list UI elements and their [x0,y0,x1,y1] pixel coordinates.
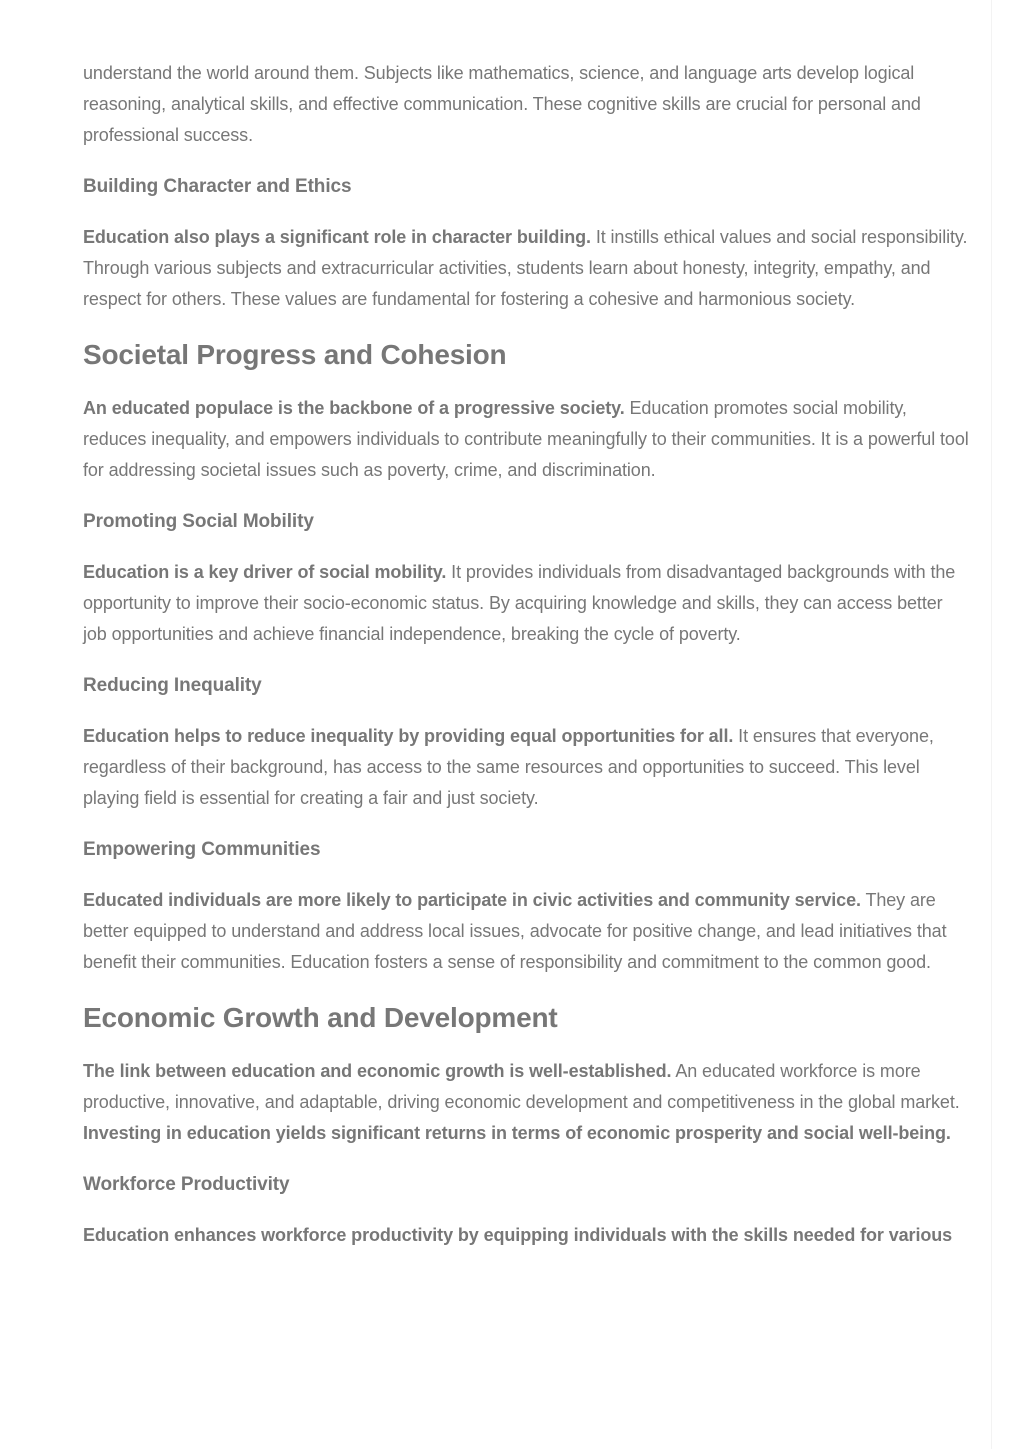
paragraph-text: It ensures that everyone, regardless of their background, has access to the same resources and opportunities to succeed. This level playing field is essential for creating a fair and just society. [83,726,934,808]
lead-sentence: The link between education and economic growth is well-established. [83,1061,672,1081]
heading-workforce-productivity: Workforce Productivity [83,1174,290,1195]
paragraph-text: understand the world around them. Subjects like mathematics, science, and language arts develop logical reasoning, analytical skills, and effective communication. These cognitive skills are crucial for personal and professional success. [83,63,921,145]
paragraph-reducing-inequality [83,721,969,814]
lead-sentence: An educated populace is the backbone of a progressive society. [83,398,625,418]
paragraph-empowering-communities [83,885,969,978]
paragraph-character-building [83,222,969,315]
paragraph-workforce-productivity [83,1220,969,1251]
paragraph-text: They are better equipped to understand and address local issues, advocate for positive change, and lead initiatives that benefit their communities. Education fosters a sense of responsibility and commitment to the common good. [83,890,947,972]
paragraph-cognitive-skills [83,58,969,151]
lead-sentence: Education enhances workforce productivity by equipping individuals with the skills needed for various [83,1225,953,1245]
heading-economic-growth: Economic Growth and Development [83,1002,558,1033]
document-body [83,58,969,1251]
paragraph-text: Education promotes social mobility, reduces inequality, and empowers individuals to contribute meaningfully to their communities. It is a powerful tool for addressing societal issues such as poverty, crime, and discrimination. [83,398,969,480]
heading-reducing-inequality: Reducing Inequality [83,675,262,696]
emphasis-sentence: Investing in education yields significant returns in terms of economic prosperity and social well-being. [83,1123,951,1143]
paragraph-economic-growth [83,1056,969,1149]
lead-sentence: Education helps to reduce inequality by providing equal opportunities for all. [83,726,734,746]
lead-sentence: Educated individuals are more likely to participate in civic activities and community service. [83,890,861,910]
lead-sentence: Education also plays a significant role in character building. [83,227,591,247]
heading-empowering-communities: Empowering Communities [83,839,321,860]
paragraph-text: An educated workforce is more productive, innovative, and adaptable, driving economic development and competitiveness in the global market. [83,1061,960,1112]
paragraph-text: It instills ethical values and social responsibility. Through various subjects and extracurricular activities, students learn about honesty, integrity, empathy, and respect for others. These values are fundamental for fostering a cohesive and harmonious society. [83,227,968,309]
paragraph-text: It provides individuals from disadvantaged backgrounds with the opportunity to improve their socio-economic status. By acquiring knowledge and skills, they can access better job opportunities and achieve financial independence, breaking the cycle of poverty. [83,562,956,644]
page-edge-divider [991,0,992,1449]
lead-sentence: Education is a key driver of social mobility. [83,562,447,582]
heading-societal-progress: Societal Progress and Cohesion [83,339,507,370]
heading-building-character: Building Character and Ethics [83,176,352,197]
heading-social-mobility: Promoting Social Mobility [83,511,314,532]
paragraph-social-mobility [83,557,969,650]
paragraph-societal-progress [83,393,969,486]
